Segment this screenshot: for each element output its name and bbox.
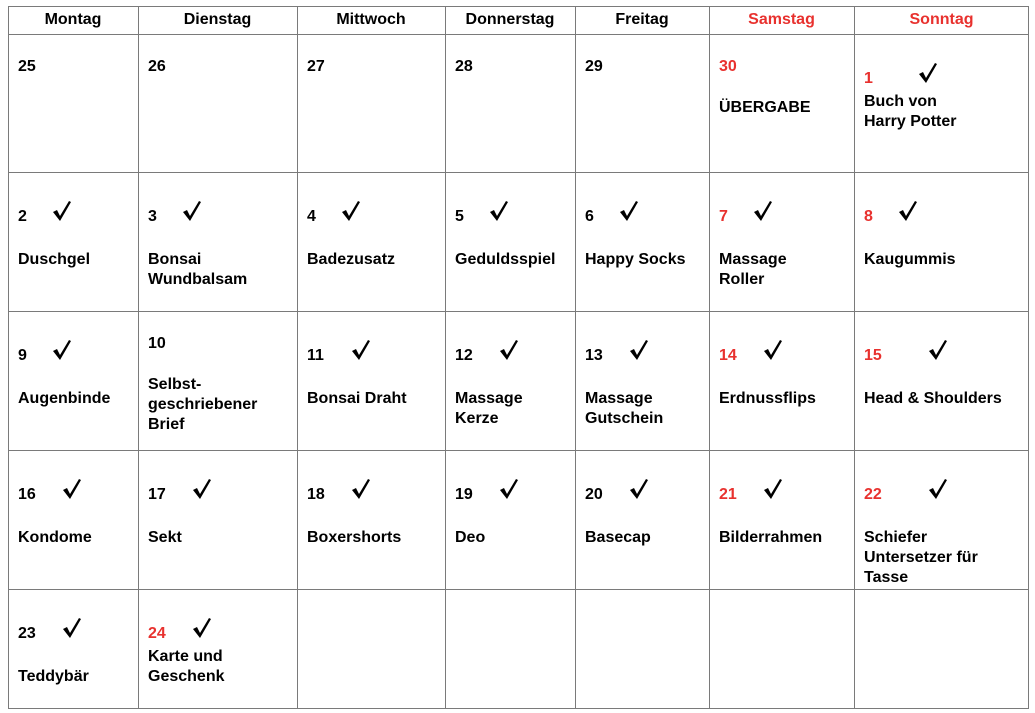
gift-label: Deo — [455, 529, 486, 546]
checkmark-icon — [192, 478, 212, 500]
calendar-day-cell — [297, 450, 445, 589]
day-number: 10 — [148, 335, 166, 352]
calendar-day-cell — [8, 450, 138, 589]
checkmark-icon — [52, 200, 72, 222]
calendar-day-cell — [709, 311, 854, 450]
checkmark-icon — [52, 339, 72, 361]
calendar-day-cell — [8, 34, 138, 172]
gift-label: Duschgel — [18, 251, 91, 268]
day-number: 18 — [307, 486, 325, 503]
calendar-day-cell — [575, 450, 709, 589]
gift-label: Kaugummis — [864, 251, 956, 268]
checkmark-icon — [898, 200, 918, 222]
gift-label: ÜBERGABE — [719, 99, 811, 116]
checkmark-icon — [629, 478, 649, 500]
calendar-day-cell — [575, 34, 709, 172]
gift-label: Kondome — [18, 529, 92, 546]
gift-label: Boxershorts — [307, 529, 402, 546]
day-number: 3 — [148, 208, 157, 225]
gift-label: Massage Roller — [719, 251, 787, 288]
day-number: 16 — [18, 486, 36, 503]
calendar-day-cell — [297, 589, 445, 709]
calendar-day-cell — [8, 172, 138, 311]
weekday-header: Samstag — [748, 11, 815, 28]
advent-calendar-table — [8, 6, 1029, 709]
calendar-day-cell — [854, 172, 1029, 311]
day-number: 21 — [719, 486, 737, 503]
calendar-day-cell — [709, 34, 854, 172]
day-number: 2 — [18, 208, 27, 225]
checkmark-icon — [499, 339, 519, 361]
calendar-day-cell — [854, 450, 1029, 589]
day-number: 20 — [585, 486, 603, 503]
checkmark-icon — [753, 200, 773, 222]
day-number: 23 — [18, 625, 36, 642]
checkmark-icon — [192, 617, 212, 639]
calendar-day-cell — [8, 589, 138, 709]
day-number: 30 — [719, 58, 737, 75]
calendar-day-cell — [709, 172, 854, 311]
gift-label: Augenbinde — [18, 390, 111, 407]
checkmark-icon — [341, 200, 361, 222]
calendar-day-cell — [297, 172, 445, 311]
checkmark-icon — [62, 478, 82, 500]
day-number: 1 — [864, 70, 873, 87]
calendar-day-cell — [297, 311, 445, 450]
gift-label: Bonsai Wundbalsam — [148, 251, 248, 288]
day-number: 14 — [719, 347, 737, 364]
day-number: 27 — [307, 58, 325, 75]
day-number: 19 — [455, 486, 473, 503]
calendar-day-cell — [575, 172, 709, 311]
day-number: 7 — [719, 208, 728, 225]
gift-label: Happy Socks — [585, 251, 686, 268]
gift-label: Bonsai Draht — [307, 390, 407, 407]
calendar-day-cell — [138, 589, 297, 709]
day-number: 13 — [585, 347, 603, 364]
calendar-day-cell — [709, 589, 854, 709]
checkmark-icon — [489, 200, 509, 222]
checkmark-icon — [351, 339, 371, 361]
calendar-day-cell — [297, 34, 445, 172]
calendar-day-cell — [575, 589, 709, 709]
calendar-day-cell — [445, 34, 575, 172]
gift-label: Head & Shoulders — [864, 390, 1002, 407]
checkmark-icon — [351, 478, 371, 500]
day-number: 6 — [585, 208, 594, 225]
gift-label: Badezusatz — [307, 251, 396, 268]
calendar-day-cell — [138, 450, 297, 589]
weekday-header: Dienstag — [183, 11, 252, 28]
calendar-day-cell — [138, 34, 297, 172]
weekday-header: Mittwoch — [336, 11, 406, 28]
checkmark-icon — [918, 62, 938, 84]
weekday-header: Montag — [44, 11, 102, 28]
calendar-day-cell — [138, 172, 297, 311]
calendar-day-cell — [575, 311, 709, 450]
checkmark-icon — [763, 339, 783, 361]
day-number: 25 — [18, 58, 36, 75]
checkmark-icon — [182, 200, 202, 222]
day-number: 9 — [18, 347, 27, 364]
day-number: 24 — [148, 625, 166, 642]
gift-label: Geduldsspiel — [455, 251, 556, 268]
weekday-header: Sonntag — [909, 11, 974, 28]
gift-label: Bilderrahmen — [719, 529, 823, 546]
checkmark-icon — [619, 200, 639, 222]
gift-label: Erdnussflips — [719, 390, 816, 407]
calendar-day-cell — [709, 450, 854, 589]
gift-label: Karte und Geschenk — [148, 648, 225, 685]
day-number: 28 — [455, 58, 473, 75]
calendar-day-cell — [854, 34, 1029, 172]
gift-label: Massage Gutschein — [585, 390, 664, 427]
checkmark-icon — [499, 478, 519, 500]
calendar-day-cell — [8, 311, 138, 450]
day-number: 29 — [585, 58, 603, 75]
weekday-header: Donnerstag — [465, 11, 555, 28]
day-number: 17 — [148, 486, 166, 503]
day-number: 4 — [307, 208, 316, 225]
gift-label: Schiefer Untersetzer für Tasse — [864, 529, 978, 586]
calendar-day-cell — [445, 450, 575, 589]
day-number: 22 — [864, 486, 882, 503]
checkmark-icon — [62, 617, 82, 639]
calendar-day-cell — [854, 311, 1029, 450]
calendar-day-cell — [854, 589, 1029, 709]
day-number: 11 — [307, 347, 324, 364]
day-number: 15 — [864, 347, 882, 364]
calendar-day-cell — [445, 311, 575, 450]
gift-label: Selbst- geschriebener Brief — [148, 376, 258, 433]
gift-label: Teddybär — [18, 668, 89, 685]
checkmark-icon — [763, 478, 783, 500]
day-number: 26 — [148, 58, 166, 75]
gift-label: Sekt — [148, 529, 182, 546]
weekday-header: Freitag — [615, 11, 669, 28]
gift-label: Massage Kerze — [455, 390, 523, 427]
gift-label: Buch von Harry Potter — [864, 93, 957, 130]
day-number: 8 — [864, 208, 873, 225]
checkmark-icon — [629, 339, 649, 361]
day-number: 12 — [455, 347, 473, 364]
checkmark-icon — [928, 478, 948, 500]
gift-label: Basecap — [585, 529, 651, 546]
calendar-day-cell — [445, 589, 575, 709]
day-number: 5 — [455, 208, 464, 225]
calendar-day-cell — [138, 311, 297, 450]
calendar-day-cell — [445, 172, 575, 311]
checkmark-icon — [928, 339, 948, 361]
